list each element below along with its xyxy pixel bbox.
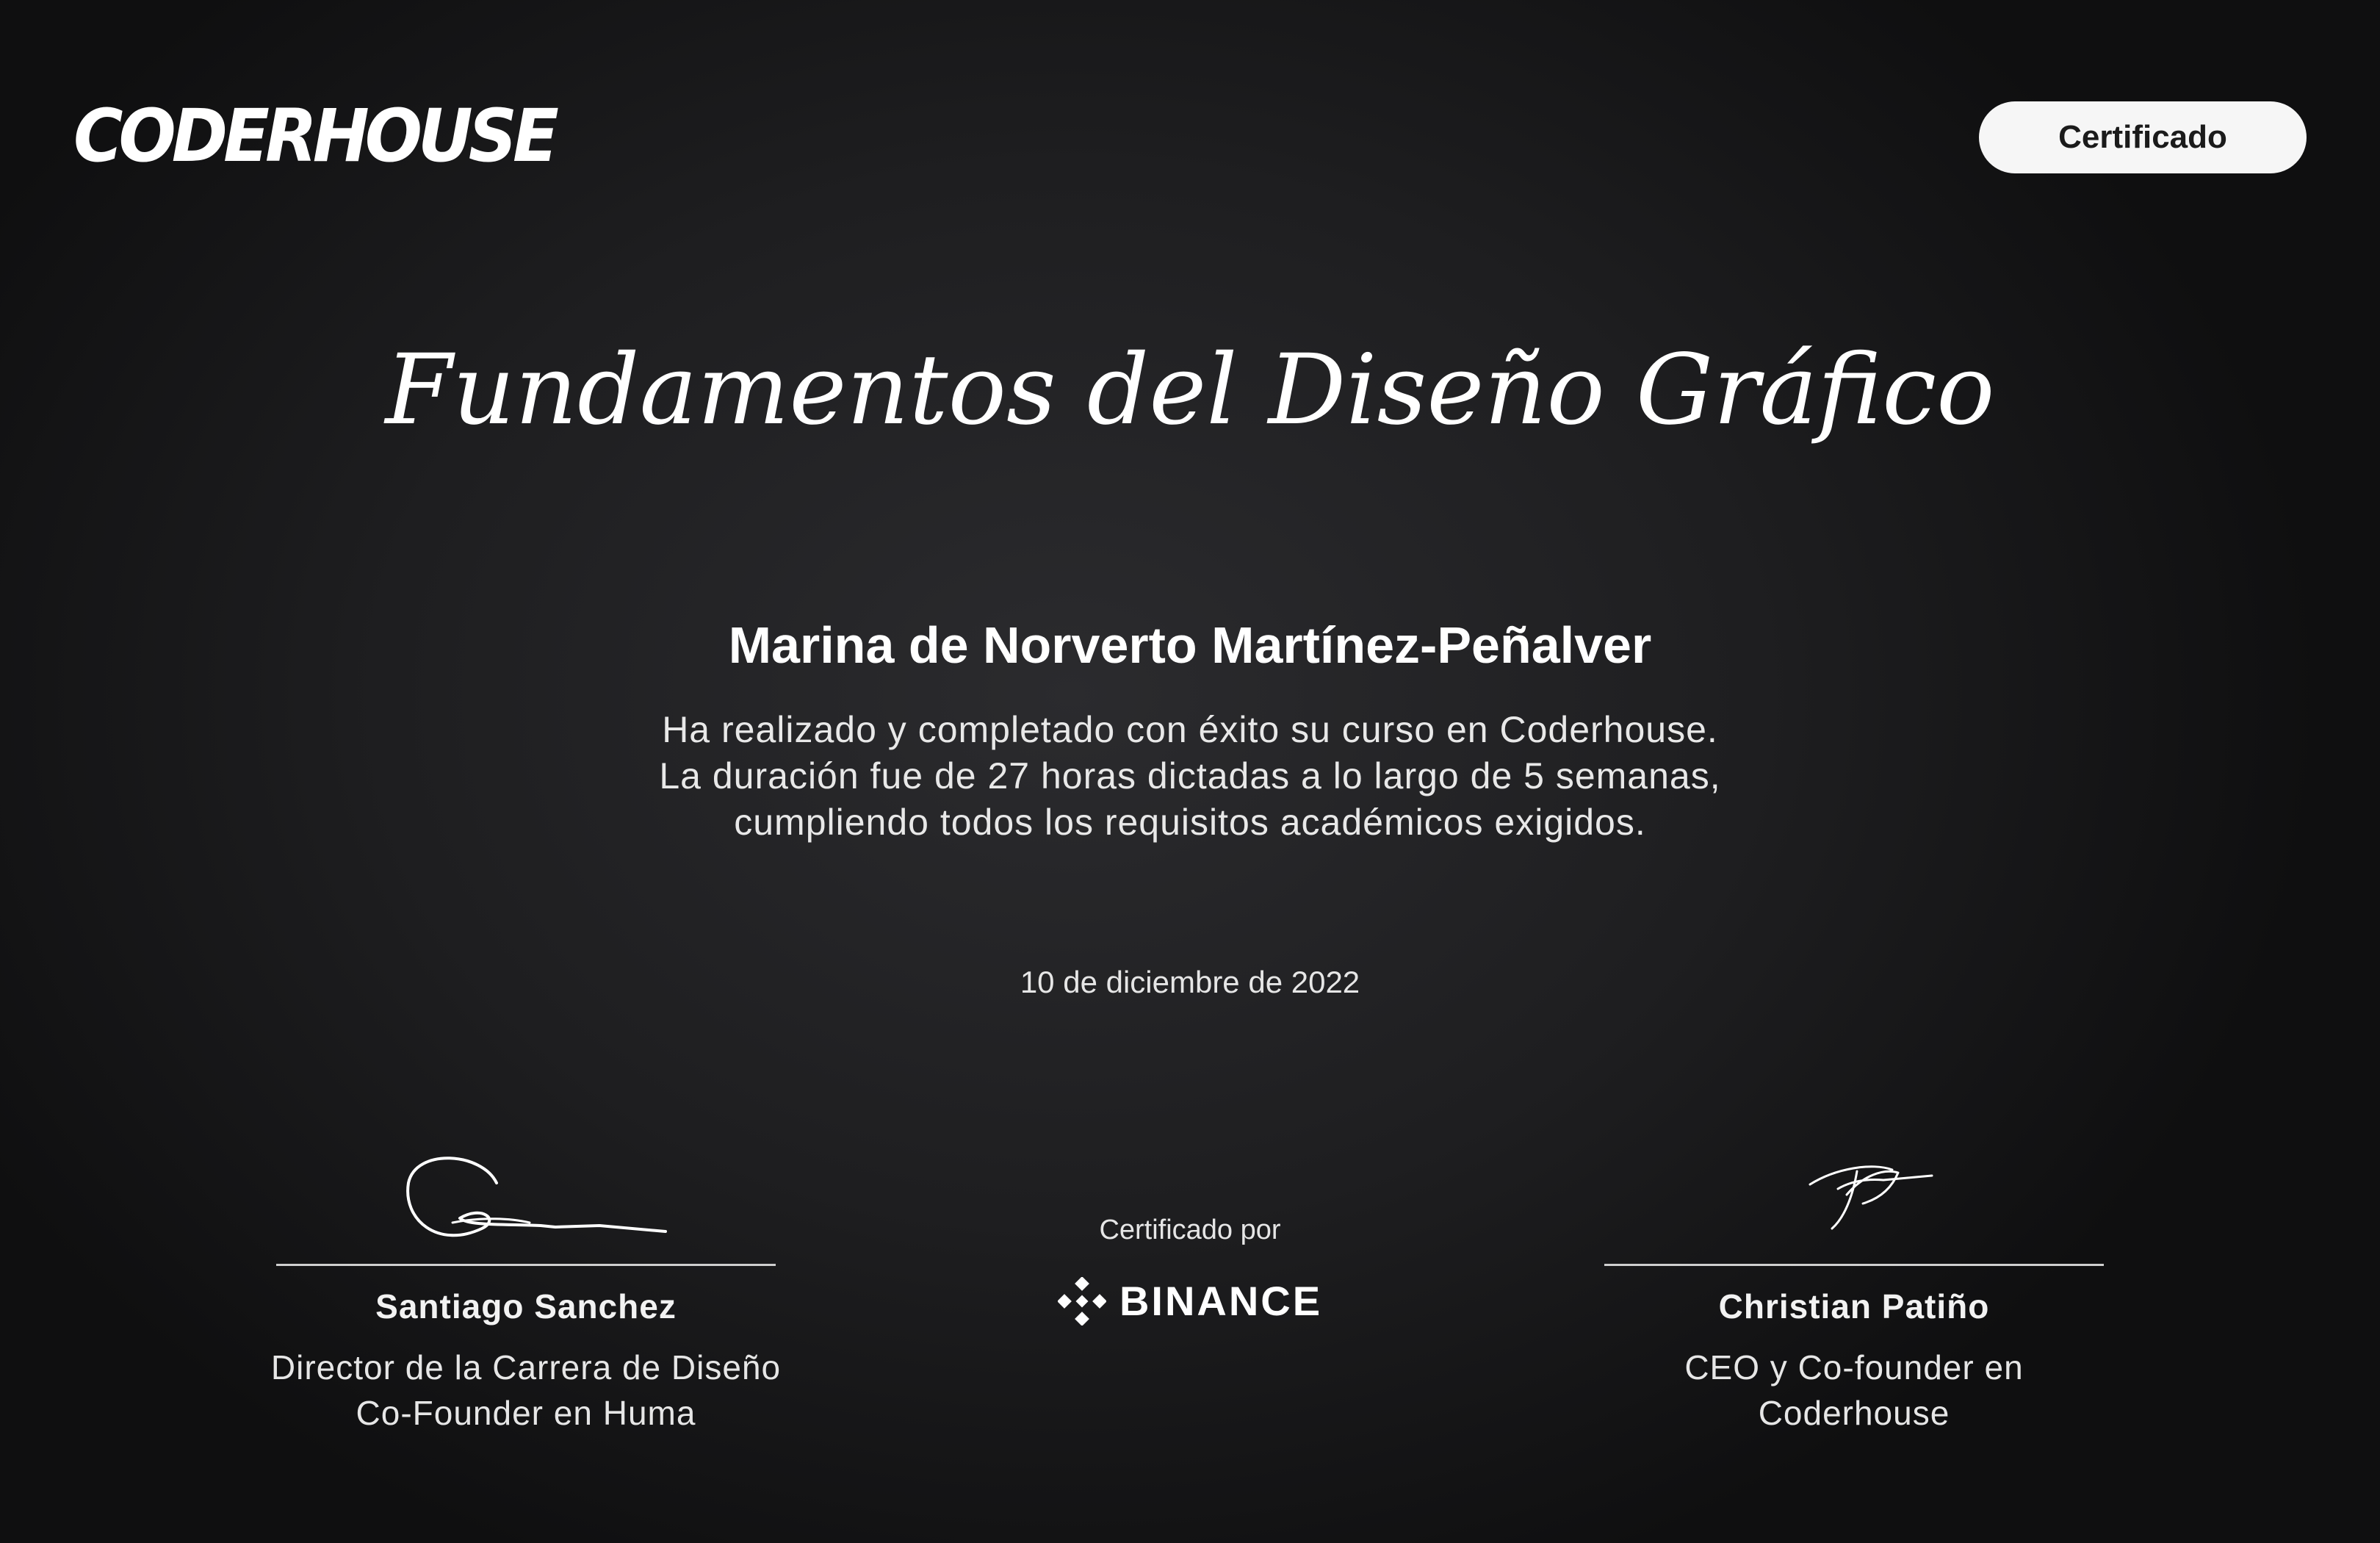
signatory-role-line: Co-Founder en Huma — [356, 1394, 696, 1433]
description-line: Ha realizado y completado con éxito su curso en Coderhouse. — [662, 709, 1718, 750]
signature-christian-icon — [1700, 1132, 2008, 1264]
signatory-role-line: CEO y Co-founder en Coderhouse — [1684, 1348, 2024, 1433]
binance-logo-icon — [1058, 1277, 1106, 1326]
signature-line — [1604, 1264, 2104, 1266]
certified-by-label: Certificado por — [1099, 1215, 1281, 1245]
coderhouse-logo: CODERHOUSE — [73, 93, 555, 179]
description-line: cumpliendo todos los requisitos académicos exigidos. — [734, 802, 1646, 843]
student-name: Marina de Norverto Martínez-Peñalver — [728, 616, 1652, 674]
signatory-role-line: Director de la Carrera de Diseño — [270, 1348, 782, 1387]
signatory-role — [1590, 1345, 2118, 1436]
issue-date: 10 de diciembre de 2022 — [1020, 965, 1360, 999]
description-line: La duración fue de 27 horas dictadas a lo largo de 5 semanas, — [659, 755, 1721, 796]
binance-wordmark: BINANCE — [1119, 1277, 1323, 1324]
completion-description — [0, 707, 2380, 846]
course-title: Fundamentos del Diseño Gráfico — [385, 334, 1995, 447]
signatory-role — [262, 1345, 790, 1436]
signatory-right — [1590, 1132, 2118, 1436]
signatory-name: Santiago Sanchez — [375, 1287, 677, 1326]
signatory-name: Christian Patiño — [1718, 1287, 1990, 1326]
certificate-badge: Certificado — [1979, 101, 2307, 173]
